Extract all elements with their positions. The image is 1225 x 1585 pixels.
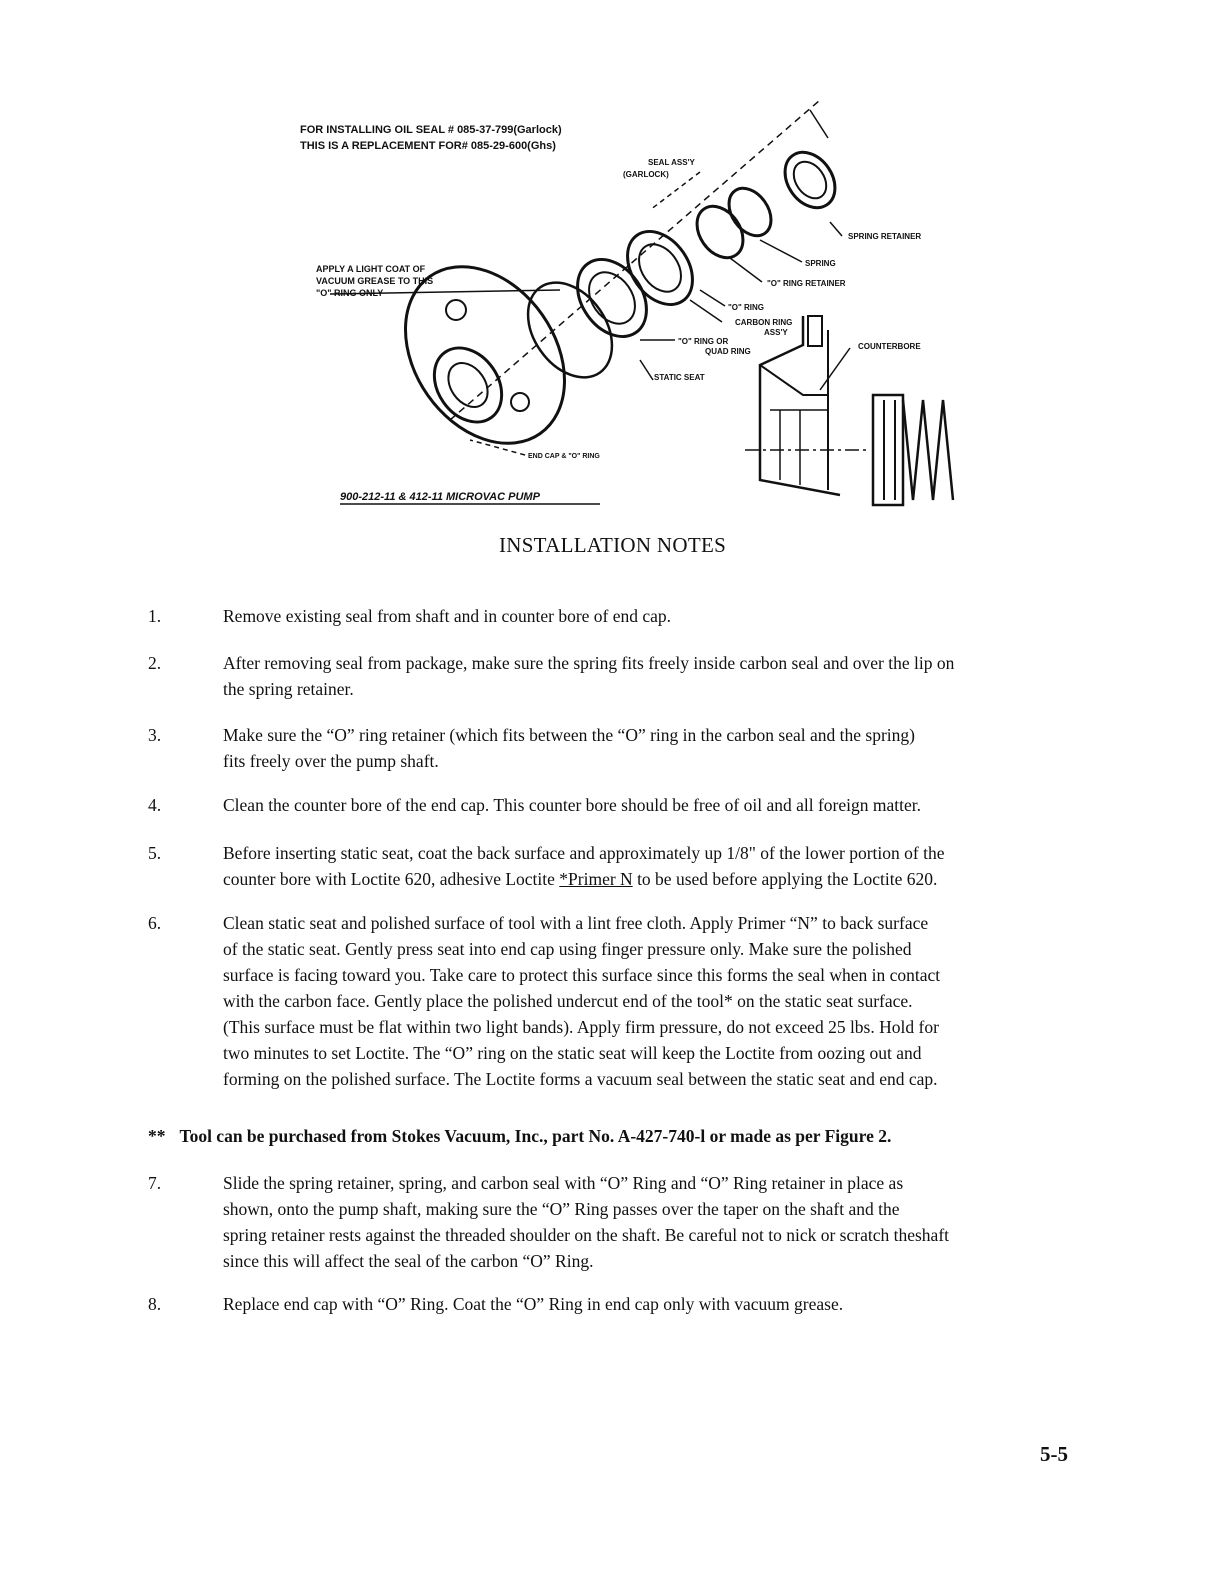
item-number: 3. [148, 725, 162, 745]
item-text-line-with-link [223, 866, 1083, 892]
label-o-ring-or: "O" RING OR [678, 337, 729, 346]
diagram-header-line2: THIS IS A REPLACEMENT FOR# 085-29-600(Ghs) [300, 140, 556, 152]
label-apply-line3: "O" RING ONLY [316, 288, 384, 298]
item-text-line: surface is facing toward you. Take care to protect this surface since this forms the seal when in contact [223, 965, 941, 985]
label-garlock: (GARLOCK) [623, 170, 669, 179]
label-spring: SPRING [805, 259, 836, 268]
item-text-line: Before inserting static seat, coat the back surface and approximately up 1/8" of the lower portion of the [223, 843, 945, 863]
label-quad-ring: QUAD RING [705, 347, 751, 356]
item-text-line: forming on the polished surface. The Loctite forms a vacuum seal between the static seat and end cap. [223, 1069, 938, 1089]
item-text-line: Clean the counter bore of the end cap. This counter bore should be free of oil and all foreign matter. [223, 795, 921, 815]
label-end-cap: END CAP & "O" RING [528, 453, 600, 460]
item-text-line: of the static seat. Gently press seat into end cap using finger pressure only. Make sure the polished [223, 939, 912, 959]
item-number: 2. [148, 653, 162, 673]
label-o-ring: "O" RING [728, 303, 765, 312]
item-number: 8. [148, 1294, 162, 1314]
item-number: 1. [148, 606, 162, 626]
item-text-line: shown, onto the pump shaft, making sure the “O” Ring passes over the taper on the shaft and the [223, 1199, 900, 1219]
item-text-line: Make sure the “O” ring retainer (which fits between the “O” ring in the carbon seal and the spring) [223, 725, 915, 745]
item-number: 6. [148, 913, 162, 933]
diagram-header-line1: FOR INSTALLING OIL SEAL # 085-37-799(Garlock) [300, 124, 562, 136]
tool-note [148, 1126, 891, 1147]
item-text-line: the spring retainer. [223, 679, 354, 699]
item-text-line: Replace end cap with “O” Ring. Coat the “O” Ring in end cap only with vacuum grease. [223, 1294, 844, 1314]
item-text-segment: counter bore with Loctite 620, adhesive Loctite [223, 869, 560, 889]
label-carbon-ring: CARBON RING [735, 318, 793, 327]
item-text-line: two minutes to set Loctite. The “O” ring on the static seat will keep the Loctite from oozing out and [223, 1043, 922, 1063]
label-apply-line2: VACUUM GREASE TO THIS [316, 276, 434, 286]
label-o-ring-retainer: "O" RING RETAINER [767, 279, 846, 288]
seal-installation-diagram [0, 0, 1225, 530]
label-apply-line1: APPLY A LIGHT COAT OF [316, 264, 426, 274]
primer-n-reference: *Primer N [559, 869, 633, 889]
item-number: 5. [148, 843, 162, 863]
item-text-line: since this will affect the seal of the carbon “O” Ring. [223, 1251, 594, 1271]
note-text: Tool can be purchased from Stokes Vacuum, Inc., part No. A-427-740-l or made as per Figure 2. [179, 1126, 892, 1146]
label-seal-assy: SEAL ASS'Y [648, 158, 695, 167]
page-title: INSTALLATION NOTES [498, 533, 727, 557]
item-text-line: Remove existing seal from shaft and in counter bore of end cap. [223, 606, 672, 626]
item-number: 7. [148, 1173, 162, 1193]
item-text-segment: to be used before applying the Loctite 620. [632, 869, 938, 889]
item-text-line: Slide the spring retainer, spring, and carbon seal with “O” Ring and “O” Ring retainer in place as [223, 1173, 904, 1193]
page-number: 5-5 [1040, 1442, 1068, 1466]
item-text-line: After removing seal from package, make sure the spring fits freely inside carbon seal and over the lip on [223, 653, 955, 673]
item-text-line: fits freely over the pump shaft. [223, 751, 439, 771]
item-number: 4. [148, 795, 162, 815]
label-assy: ASS'Y [764, 328, 788, 337]
label-spring-retainer: SPRING RETAINER [848, 232, 922, 241]
item-text-line: Clean static seat and polished surface of tool with a lint free cloth. Apply Primer “N” to back surface [223, 913, 929, 933]
item-text-line: spring retainer rests against the threaded shoulder on the shaft. Be careful not to nick or scratch theshaft [223, 1225, 950, 1245]
note-asterisks: ** [148, 1126, 166, 1146]
item-text-line: with the carbon face. Gently place the polished undercut end of the tool* on the static seat surface. [223, 991, 913, 1011]
item-text-line: (This surface must be flat within two light bands). Apply firm pressure, do not exceed 25 lbs. Hold for [223, 1017, 939, 1037]
label-pump-caption: 900-212-11 & 412-11 MICROVAC PUMP [340, 491, 540, 503]
label-counterbore: COUNTERBORE [858, 342, 921, 351]
label-static-seat: STATIC SEAT [654, 373, 705, 382]
